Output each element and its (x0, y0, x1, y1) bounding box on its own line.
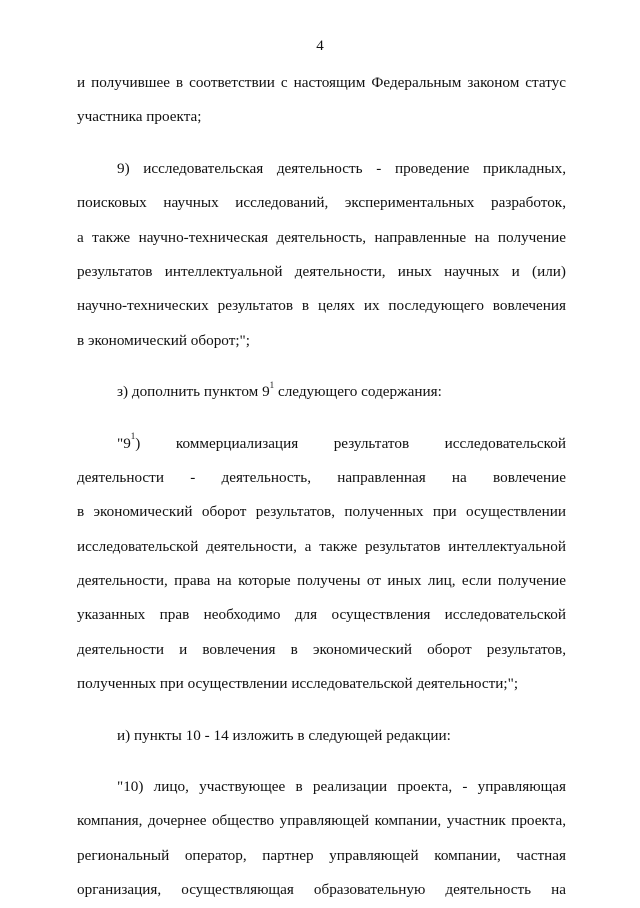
document-body (77, 66, 566, 908)
text-line: деятельности - деятельность, направленная на вовлечение (77, 468, 566, 486)
text-line: полученных при осуществлении исследовательской деятельности;"; (77, 675, 519, 693)
text-line: в экономический оборот;"; (77, 331, 250, 349)
text-line: а также научно-техническая деятельность, направленные на получение (77, 228, 566, 246)
paragraph (77, 719, 566, 753)
paragraph (77, 427, 566, 702)
text-line: з) дополнить пунктом $9^1$ следующего содержания: (117, 380, 442, 401)
text-line: компания, дочернее общество управляющей компании, участник проекта, (77, 812, 566, 830)
text-line: научно-технических результатов в целях их последующего вовлечения (77, 297, 566, 315)
paragraph (77, 770, 566, 908)
text-line: указанных прав необходимо для осуществления исследовательской (77, 606, 566, 624)
text-line: 9) исследовательская деятельность - проведение прикладных, (117, 159, 566, 177)
page-number: 4 (316, 38, 324, 54)
text-line: и) пункты 10 - 14 изложить в следующей редакции: (117, 726, 451, 744)
text-line: исследовательской деятельности, а также результатов интеллектуальной (77, 537, 566, 555)
text-line: деятельности и вовлечения в экономический оборот результатов, (77, 640, 566, 658)
paragraph (77, 375, 566, 409)
text-line: региональный оператор, партнер управляющей компании, частная (77, 846, 566, 864)
text-line: поисковых научных исследований, экспериментальных разработок, (77, 194, 566, 212)
text-line: результатов интеллектуальной деятельности, иных научных и (или) (77, 262, 566, 280)
text-line: в экономический оборот результатов, полученных при осуществлении (77, 503, 566, 521)
text-line: организация, осуществляющая образовательную деятельность на (77, 881, 566, 899)
text-line: деятельности, права на которые получены от иных лиц, если получение (77, 572, 566, 590)
text-line: "10) лицо, участвующее в реализации проекта, - управляющая (117, 778, 566, 796)
text-line: участника проекта; (77, 108, 202, 126)
text-line: "$9^1$) коммерциализация результатов исследовательской (117, 431, 566, 452)
text-line: и получившее в соответствии с настоящим Федеральным законом статус (77, 74, 566, 91)
paragraph (77, 66, 566, 135)
paragraph (77, 152, 566, 358)
